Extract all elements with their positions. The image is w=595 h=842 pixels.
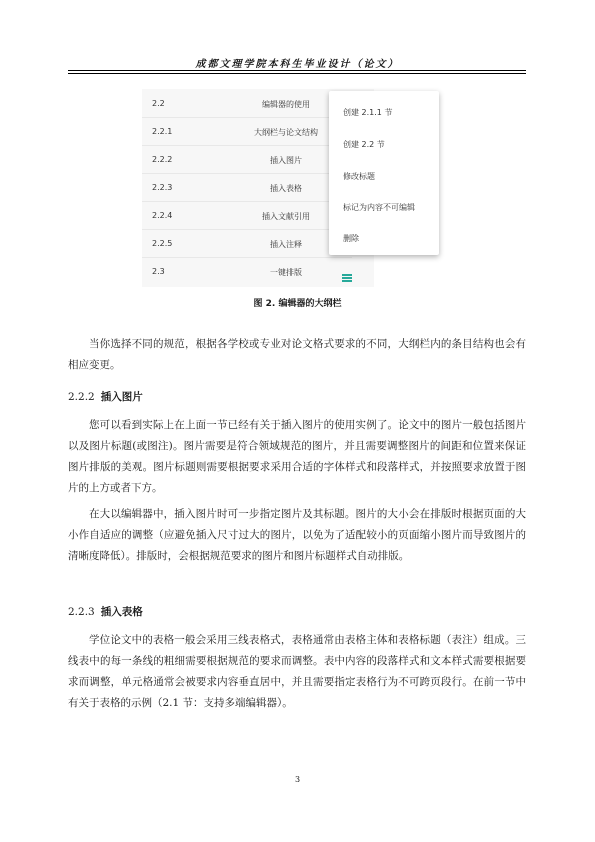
menu-item-edit-title[interactable]: 修改标题 — [343, 172, 375, 181]
section-heading — [68, 389, 143, 404]
menu-item-create-211[interactable]: 创建 2.1.1 节 — [343, 108, 393, 117]
outline-row-title: 插入注释 — [270, 240, 302, 249]
section-title: 插入图片 — [100, 391, 143, 403]
outline-row[interactable] — [142, 229, 352, 258]
outline-row-title: 大纲栏与论文结构 — [254, 128, 318, 137]
section-title: 插入表格 — [100, 606, 143, 618]
outline-row-title: 插入图片 — [270, 156, 302, 165]
outline-row-number: 2.2.4 — [152, 211, 173, 220]
outline-row-number: 2.2.5 — [152, 239, 173, 248]
outline-row-number: 2.2.3 — [152, 183, 173, 192]
paragraph: 学位论文中的表格一般会采用三线表格式，表格通常由表格主体和表格标题（表注）组成。三线表中的每一条线的粗细需要根据规范的要求而调整。表中内容的段落样式和文本样式需要根据要求而调整，单元格通常会被要求内容垂直居中，并且需要指定表格行为不可跨页段行。在前一节中有关于表格的示例（2.1 节：支持多端编辑器）。 — [68, 634, 526, 709]
outline-row[interactable] — [142, 145, 352, 174]
outline-row-title: 插入表格 — [270, 184, 302, 193]
outline-row-number: 2.2.1 — [152, 127, 173, 136]
outline-row-title: 一键排版 — [270, 268, 302, 277]
outline-row[interactable] — [142, 117, 352, 146]
outline-row[interactable] — [142, 89, 352, 118]
list-icon[interactable] — [342, 274, 352, 282]
section-number: 2.2.2 — [68, 391, 95, 403]
outline-row[interactable] — [142, 257, 352, 285]
figure-caption: 图 2. 编辑器的大纲栏 — [253, 299, 342, 309]
section-heading — [68, 604, 143, 619]
running-header: 成都文理学院本科生毕业设计（论文） — [195, 59, 400, 70]
outline-row-number: 2.2 — [152, 99, 165, 108]
paragraph: 当你选择不同的规范，根据各学校或专业对论文格式要求的不同，大纲栏内的条目结构也会有相应变更。 — [68, 338, 526, 371]
outline-row-title: 编辑器的使用 — [262, 100, 310, 109]
section-number: 2.2.3 — [68, 606, 95, 618]
menu-item-delete[interactable]: 删除 — [343, 234, 359, 243]
context-menu — [329, 91, 439, 255]
page-number: 3 — [294, 775, 301, 784]
outline-row[interactable] — [142, 173, 352, 202]
menu-item-lock-content[interactable]: 标记为内容不可编辑 — [343, 203, 415, 212]
header-rule — [68, 70, 526, 74]
outline-row-title: 插入文献引用 — [262, 212, 310, 221]
paragraph: 您可以看到实际上在上面一节已经有关于插入图片的使用实例了。论文中的图片一般包括图片以及图片标题(或图注)。图片需要是符合领域规范的图片，并且需要调整图片的间距和位置来保证图片排版的美观。图片标题则需要根据要求采用合适的字体样式和段落样式，并按照要求放置于图片的上方或者下方。 — [68, 419, 526, 494]
outline-row-number: 2.3 — [152, 267, 165, 276]
outline-figure — [142, 89, 442, 287]
paragraph: 在大以编辑器中，插入图片时可一步指定图片及其标题。图片的大小会在排版时根据页面的大小作自适应的调整（应避免插入尺寸过大的图片，以免为了适配较小的页面缩小图片而导致图片的清晰度降低）。排版时，会根据规范要求的图片和图片标题样式自动排版。 — [68, 508, 526, 562]
menu-item-create-22[interactable]: 创建 2.2 节 — [343, 140, 385, 149]
outline-row-number: 2.2.2 — [152, 155, 173, 164]
outline-row[interactable] — [142, 201, 352, 230]
